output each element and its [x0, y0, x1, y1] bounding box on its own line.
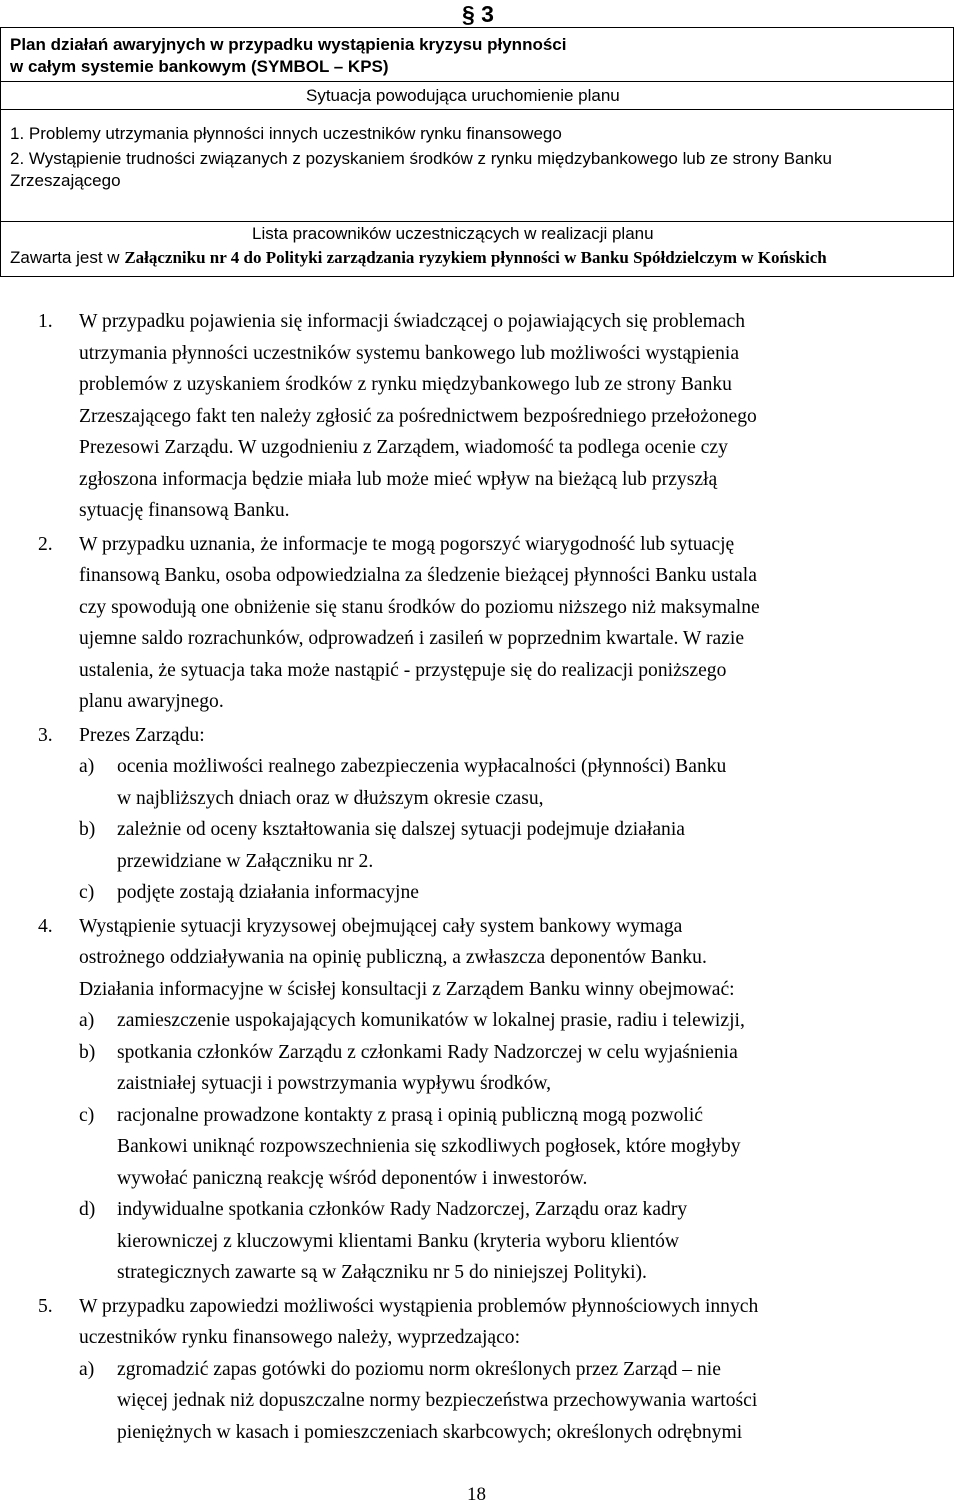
sub-item-text-line: spotkania członków Zarządu z członkami Rady Nadzorczej w celu wyjaśnienia	[117, 1041, 738, 1063]
numbered-item	[0, 911, 960, 1006]
sub-item	[0, 877, 960, 909]
item-text-line: ostrożnego oddziaływania na opinię publiczną, a zwłaszcza deponentów Banku.	[79, 947, 707, 968]
sub-item-letter: b)	[79, 1041, 96, 1063]
sub-item-text-line: zależnie od oceny kształtowania się dalszej sytuacji podejmuje działania	[117, 819, 685, 840]
situation-item: 1. Problemy utrzymania płynności innych uczestników rynku finansowego	[10, 124, 562, 143]
sub-item-text-line: zaistniałej sytuacji i powstrzymania wypływu środków,	[117, 1073, 552, 1094]
item-text-line: Prezes Zarządu:	[79, 724, 205, 746]
sub-item-text-line: indywidualne spotkania członków Rady Nadzorczej, Zarządu oraz kadry	[117, 1199, 688, 1220]
section-number: § 3	[462, 1, 494, 27]
sub-item-letter: b)	[79, 819, 96, 840]
sub-item-letter: d)	[79, 1199, 96, 1220]
item-text-line: planu awaryjnego.	[79, 691, 224, 712]
item-number: 4.	[38, 915, 53, 937]
plan-title-line: w całym systemie bankowym (SYMBOL – KPS)	[10, 57, 389, 76]
staff-attachment-reference: Załączniku nr 4 do Polityki zarządzania ryzykiem płynności w Banku Spółdzielczym w Końskich	[124, 248, 827, 267]
sub-item	[0, 1005, 960, 1037]
sub-item-text-line: przewidziane w Załączniku nr 2.	[117, 850, 374, 872]
plan-title-line: Plan działań awaryjnych w przypadku wystąpienia kryzysu płynności	[10, 35, 567, 54]
item-text-line: ustalenia, że sytuacja taka może nastąpić - przystępuje się do realizacji poniższego	[79, 659, 727, 681]
numbered-item	[0, 1291, 960, 1354]
situation-heading-row	[1, 81, 953, 109]
sub-item	[0, 814, 960, 877]
item-text-line: W przypadku uznania, że informacje te mogą pogorszyć wiarygodność lub sytuację	[79, 533, 735, 555]
item-number: 5.	[38, 1295, 53, 1317]
situation-item-line: 2. Wystąpienie trudności związanych z pozyskaniem środków z rynku międzybankowego lub ze strony Banku	[10, 149, 832, 168]
item-text-line: W przypadku zapowiedzi możliwości wystąpienia problemów płynnościowych innych	[79, 1295, 759, 1317]
numbered-item	[0, 529, 960, 718]
situation-item-line: Zrzeszającego	[10, 171, 121, 190]
staff-heading: Lista pracowników uczestniczących w realizacji planu	[252, 224, 654, 243]
item-text-line: ujemne saldo rozrachunków, odprowadzeń i zasileń w poprzednim kwartale. W razie	[79, 628, 745, 649]
item-text-line: zgłoszona informacja będzie miała lub może mieć wpływ na bieżącą lub przyszłą	[79, 468, 718, 490]
sub-item-text-line: pieniężnych w kasach i pomieszczeniach skarbcowych; określonych odrębnymi	[117, 1421, 743, 1443]
situation-heading: Sytuacja powodująca uruchomienie planu	[306, 86, 620, 105]
item-number: 2.	[38, 533, 53, 555]
item-number: 3.	[38, 724, 53, 746]
sub-item-letter: a)	[79, 1010, 95, 1031]
sub-item-text-line: więcej jednak niż dopuszczalne normy bezpieczeństwa przechowywania wartości	[117, 1390, 758, 1411]
item-text-line: finansową Banku, osoba odpowiedzialna za śledzenie bieżącej płynności Banku ustala	[79, 565, 757, 586]
page-number: 18	[467, 1484, 486, 1505]
item-text-line: Wystąpienie sytuacji kryzysowej obejmującej cały system bankowy wymaga	[79, 915, 683, 937]
item-text-line: uczestników rynku finansowego należy, wyprzedzająco:	[79, 1327, 521, 1348]
item-text-line: Prezesowi Zarządu. W uzgodnieniu z Zarządem, wiadomość ta podlega ocenie czy	[79, 437, 728, 458]
numbered-item	[0, 306, 960, 527]
situation-list-row	[1, 109, 953, 221]
item-text-line: Działania informacyjne w ścisłej konsultacji z Zarządem Banku winny obejmować:	[79, 978, 735, 1000]
sub-item-text-line: zgromadzić zapas gotówki do poziomu norm określonych przez Zarząd – nie	[117, 1358, 721, 1380]
sub-item	[0, 1354, 960, 1449]
sub-item-letter: a)	[79, 756, 95, 777]
sub-item-text-line: w najbliższych dniach oraz w dłuższym okresie czasu,	[117, 787, 544, 809]
item-text-line: utrzymania płynności uczestników systemu bankowego lub możliwości wystąpienia	[79, 342, 740, 364]
sub-item-text-line: kierowniczej z kluczowymi klientami Banku (kryteria wyboru klientów	[117, 1230, 680, 1252]
staff-list-row	[1, 221, 953, 276]
staff-prefix: Zawarta jest w	[10, 248, 125, 267]
sub-item-text-line: wywołać paniczną reakcję wśród deponentów i inwestorów.	[117, 1167, 588, 1189]
situation-item	[10, 148, 953, 192]
sub-item-text-line: Bankowi uniknąć rozpowszechnienia się szkodliwych pogłosek, które mogłyby	[117, 1136, 741, 1157]
sub-item-letter: c)	[79, 882, 95, 903]
sub-item	[0, 1037, 960, 1100]
sub-item	[0, 1194, 960, 1289]
sub-item-letter: c)	[79, 1104, 95, 1126]
item-text-line: Zrzeszającego fakt ten należy zgłosić za pośrednictwem bezpośredniego przełożonego	[79, 405, 757, 427]
staff-attachment-note	[10, 247, 827, 269]
sub-item-text-line: zamieszczenie uspokajających komunikatów w lokalnej prasie, radiu i telewizji,	[117, 1010, 745, 1031]
item-text-line: W przypadku pojawienia się informacji świadczącej o pojawiających się problemach	[79, 311, 746, 332]
item-text-line: sytuację finansową Banku.	[79, 500, 290, 521]
sub-item-text-line: podjęte zostają działania informacyjne	[117, 882, 419, 903]
sub-item	[0, 751, 960, 814]
sub-item-text-line: racjonalne prowadzone kontakty z prasą i opinią publiczną mogą pozwolić	[117, 1104, 703, 1126]
sub-item-text-line: strategicznych zawarte są w Załączniku nr 5 do niniejszej Polityki).	[117, 1262, 647, 1283]
item-number: 1.	[38, 311, 53, 332]
sub-item	[0, 1100, 960, 1195]
sub-item-letter: a)	[79, 1358, 95, 1380]
contingency-plan-table	[0, 27, 954, 277]
sub-item-text-line: ocenia możliwości realnego zabezpieczenia wypłacalności (płynności) Banku	[117, 756, 727, 777]
item-text-line: czy spowodują one obniżenie się stanu środków do poziomu niższego niż maksymalne	[79, 596, 760, 618]
document-body	[0, 306, 960, 1448]
plan-title-row	[1, 28, 953, 81]
numbered-item	[0, 720, 960, 752]
item-text-line: problemów z uzyskaniem środków z rynku międzybankowego lub ze strony Banku	[79, 374, 732, 395]
